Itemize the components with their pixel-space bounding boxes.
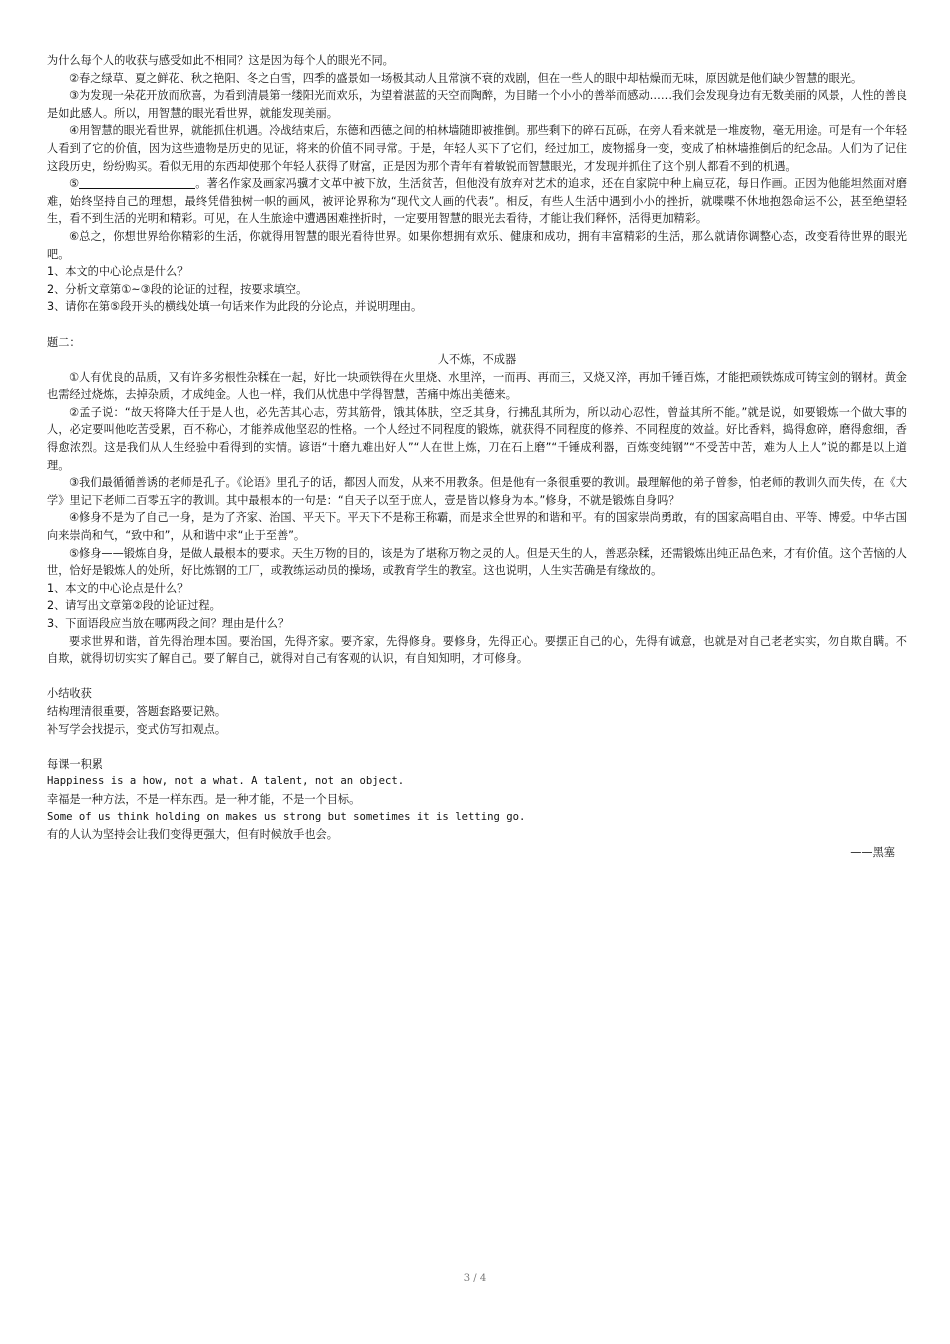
paragraph-2: ②春之绿草、夏之鲜花、秋之艳阳、冬之白雪，四季的盛景如一场极其动人且常演不衰的戏剧，但在一些人的眼中却枯燥而无味，原因就是他们缺少智慧的眼光。 xyxy=(69,71,863,85)
section-label: 题二： xyxy=(47,335,81,349)
article-question-3: 3、下面语段应当放在哪两段之间？理由是什么？ xyxy=(47,617,290,630)
summary-heading: 小结收获 xyxy=(47,687,92,701)
article-paragraph-1: ①人有优良的品质，又有许多劣根性杂糅在一起，好比一块顽铁得在火里烧、水里淬，一而再、再而三，又烧又淬，再加千锤百炼，才能把顽铁炼成可铸宝剑的钢材。黄金也需经过烧炼，去掉杂质，才成纯金。人也一样，我们从忧患中学得智慧，苦痛中炼出美德来。 xyxy=(47,370,907,402)
spacer xyxy=(47,316,907,334)
quote-chinese-2: 有的人认为坚持会让我们变得更强大，但有时候放手也会。 xyxy=(47,828,338,842)
quote-author: ——黑塞 xyxy=(850,845,895,859)
fill-in-blank-line xyxy=(79,176,195,189)
paragraph-4: ④用智慧的眼光看世界，就能抓住机遇。冷战结束后，东德和西德之间的柏林墙随即被推倒。那些剩下的碎石瓦砾，在旁人看来就是一堆废物，毫无用途。可是有一个年轻人看到了它的价值，因为这些遗物是历史的见证，将来的价值不同寻常。于是，年轻人买下了它们，经过加工，废物摇身一变，变成了柏林墙推倒后的纪念品。人们为了记住这段历史，纷纷购买。看似无用的东西却使那个年轻人获得了财富，正是因为那个青年有着敏锐而智慧眼光，才发现并抓住了这个别人都看不到的机遇。 xyxy=(47,124,907,173)
question-3: 3、请你在第⑤段开头的横线处填一句话来作为此段的分论点，并说明理由。 xyxy=(47,300,423,314)
paragraph-intro: 为什么每个人的收获与感受如此不相同？这是因为每个人的眼光不同。 xyxy=(47,54,394,67)
article-paragraph-5: ⑤修身——锻炼自身，是做人最根本的要求。天生万物的目的，该是为了堪称万物之灵的人。但是天生的人，善恶杂糅，还需锻炼出纯正品色来，才有价值。这个苦恼的人世，恰好是锻炼人的处所，好比炼钢的工厂，或教练运动员的操场，或教育学生的教室。这也说明，人生实苦确是有缘故的。 xyxy=(47,546,907,578)
article-question-1: 1、本文的中心论点是什么？ xyxy=(47,581,189,595)
quote-english-2: Some of us think holding on makes us strong but sometimes it is letting go. xyxy=(47,810,526,823)
quote-english-1: Happiness is a how, not a what. A talent, not an object. xyxy=(47,775,405,788)
paragraph-5 xyxy=(47,175,907,228)
insert-passage: 要求世界和谐，首先得治理本国。要治国，先得齐家。要齐家，先得修身。要修身，先得正心。要摆正自己的心，先得有诚意，也就是对自己老老实实，勿自欺自瞒。不自欺，就得切切实实了解自己。要了解自己，就得对自己有客观的认识，有自知知明，才可修身。 xyxy=(47,634,907,666)
article-paragraph-3: ③我们最循循善诱的老师是孔子。《论语》里孔子的话，都因人而发，从来不用教条。但是他有一条很重要的教训。最理解他的弟子曾参，怕老师的教训久而失传，在《大学》里记下老师二百零五字的教训。其中最根本的一句是：“自天子以至于庶人，壹是皆以修身为本。”修身，不就是锻炼自身吗？ xyxy=(47,476,907,507)
paragraph-3: ③为发现一朵花开放而欣喜，为看到清晨第一缕阳光而欢乐，为望着湛蓝的天空而陶醉，为目睹一个小小的善举而感动……我们会发现身边有无数美丽的风景，人性的善良是如此感人。所以，用智慧的眼光看世界，就能发现美丽。 xyxy=(47,89,907,120)
spacer xyxy=(47,668,907,686)
question-1: 1、本文的中心论点是什么？ xyxy=(47,265,189,279)
article-paragraph-2: ②孟子说：“故天将降大任于是人也，必先苦其心志，劳其筋骨，饿其体肤，空乏其身，行拂乱其所为，所以动心忍性，曾益其所不能。”就是说，如要锻炼一个做大事的人，必定要叫他吃苦受累，百不称心，才能养成他坚忍的性格。一个人经过不同程度的锻炼，就获得不同程度的修养、不同程度的效益。好比香料，捣得愈碎，磨得愈细，香得愈浓烈。这是我们从人生经验中看得到的实情。谚语“十磨九难出好人”“人在世上炼，刀在石上磨”“千锤成利器，百炼变纯钢”“不受苦中苦，难为人上人”说的都是以上道理。 xyxy=(47,405,907,472)
article-title: 人不炼，不成器 xyxy=(437,353,517,367)
question-2: 2、分析文章第①~③段的论证的过程，按要求填空。 xyxy=(47,282,308,296)
article-question-2: 2、请写出文章第②段的论证过程。 xyxy=(47,599,221,613)
page-number: 3 / 4 xyxy=(463,1273,487,1284)
paragraph-5-number: ⑤ xyxy=(69,177,80,191)
daily-heading: 每课一积累 xyxy=(47,757,103,771)
spacer xyxy=(47,738,907,756)
document-page xyxy=(47,52,907,861)
paragraph-6: ⑥总之，你想世界给你精彩的生活，你就得用智慧的眼光看待世界。如果你想拥有欢乐、健康和成功，拥有丰富精彩的生活，那么就请你调整心态，改变看待世界的眼光吧。 xyxy=(47,229,907,261)
quote-chinese-1: 幸福是一种方法，不是一样东西。是一种才能，不是一个目标。 xyxy=(47,792,361,806)
summary-line-2: 补写学会找提示，变式仿写扣观点。 xyxy=(47,722,227,736)
paragraph-5-text: 。著名作家及画家冯骥才文革中被下放，生活贫苦，但他没有放弃对艺术的追求，还在自家院中种上扁豆花，每日作画。正因为他能坦然面对磨难，始终坚持自己的理想，最终凭借独树一帜的画风，被评论界称为“现代文人画的代表”。相反，有些人生活中遇到小小的挫折，就喋喋不休地抱怨命运不公，甚至绝望轻生，看不到生活的光明和精彩。可见，在人生旅途中遭遇困难挫折时，一定要用智慧的眼光去看待，才能让我们释怀，活得更加精彩。 xyxy=(47,177,908,226)
article-paragraph-4: ④修身不是为了自己一身，是为了齐家、治国、平天下。平天下不是称王称霸，而是求全世界的和谐和平。有的国家崇尚勇敢，有的国家高唱自由、平等、博爱。中华古国向来崇尚和气，“致中和”，从和谐中求“止于至善”。 xyxy=(47,511,907,543)
summary-line-1: 结构理清很重要，答题套路要记熟。 xyxy=(47,704,227,718)
